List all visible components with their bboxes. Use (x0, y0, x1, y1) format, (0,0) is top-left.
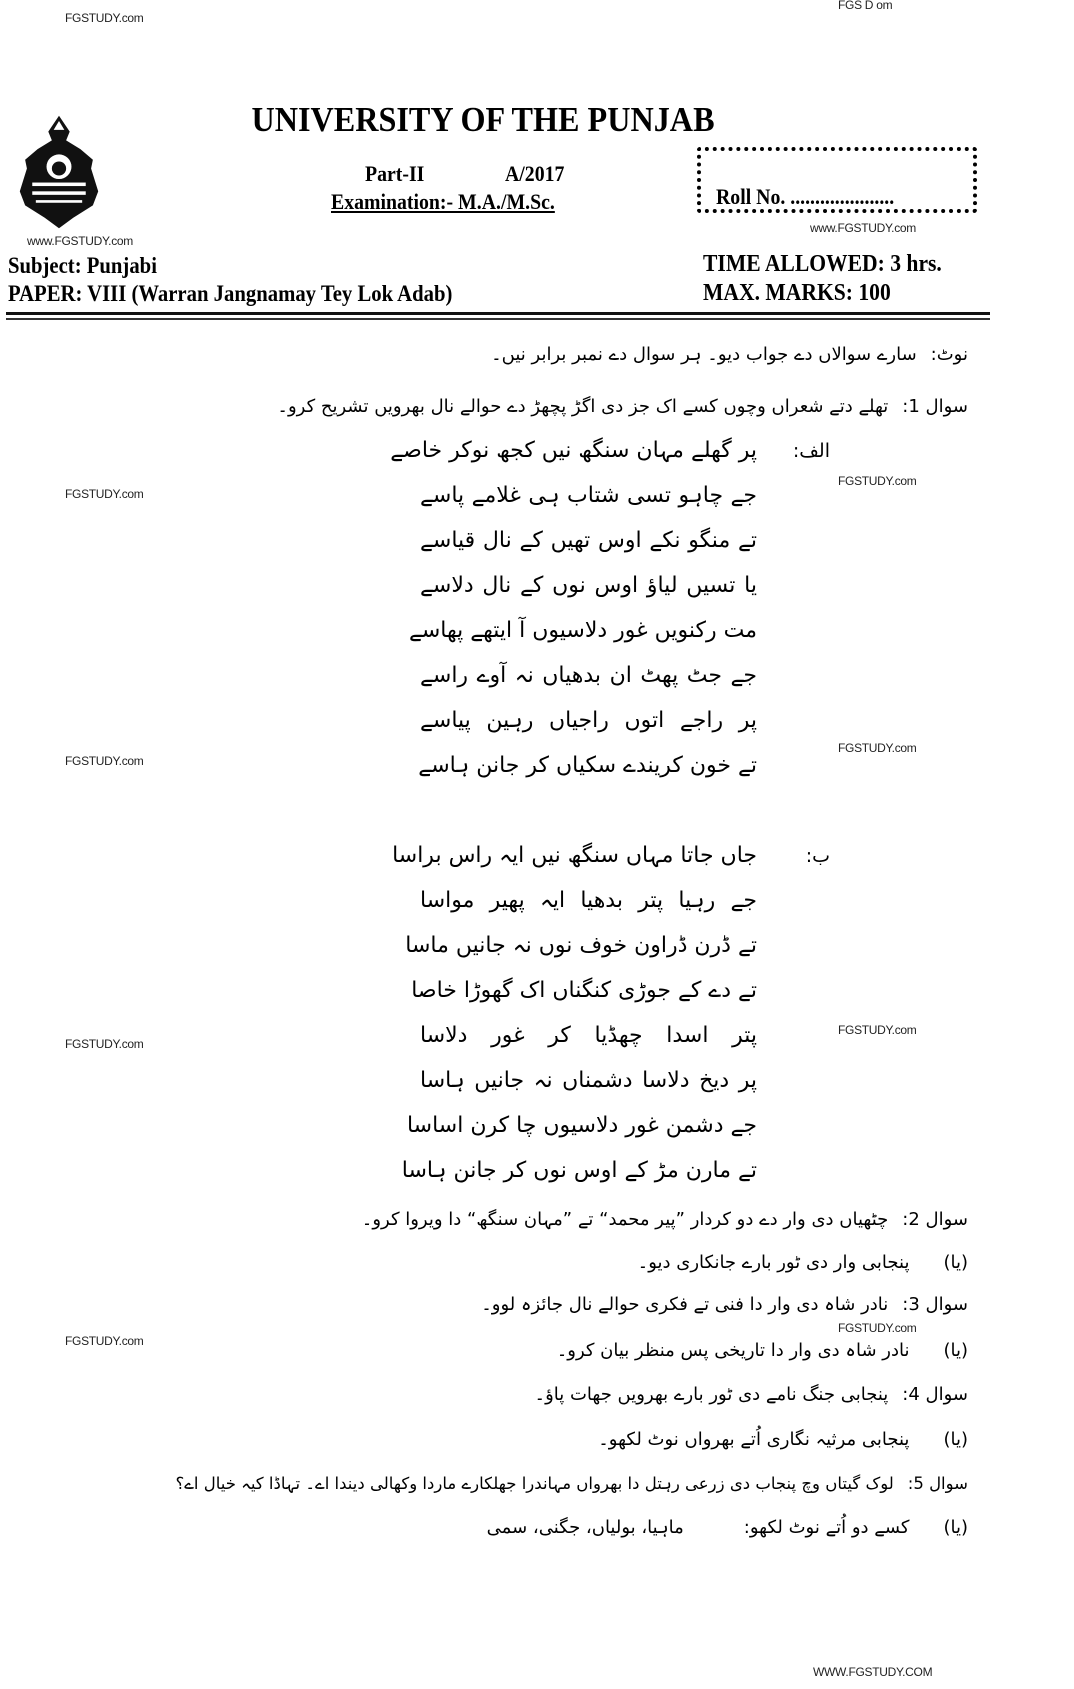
watermark: FGSTUDY.com (838, 1023, 917, 1037)
question-5-alternative (487, 1517, 968, 1538)
question-text: چٹھیاں دی وار دے دو کردار ”پیر محمد“ تے ”مہان سنگھ“ دا ویروا کرو۔ (361, 1209, 889, 1230)
watermark: www.FGSTUDY.com (810, 221, 916, 235)
or-label: (یا) (943, 1517, 968, 1538)
question-text: پنجابی جنگ نامے دی ٹور بارے بھرویں جھات پاؤ۔ (534, 1384, 889, 1405)
question-5 (175, 1474, 968, 1493)
question-text: لوک گیتاں وچ پنجاب دی زرعی رہتل دا بھرواں مہاندرا جھلکارے ماردا وکھالی دیندا اے۔ تہاڈا کیہ خیال اے؟ (175, 1474, 894, 1493)
verse-line: تے خون کریندے سکیاں کر جانن ہاسے (418, 753, 757, 778)
note (491, 344, 968, 365)
question-1 (277, 396, 968, 417)
exam-session: A/2017 (505, 161, 565, 186)
or-label: (یا) (943, 1252, 968, 1273)
question-4-alternative (598, 1429, 968, 1450)
watermark: WWW.FGSTUDY.COM (813, 1665, 933, 1679)
subject: Subject: Punjabi (8, 253, 157, 278)
paper-title: PAPER: VIII (Warran Jangnamay Tey Lok Adab) (8, 281, 453, 306)
or-label: (یا) (943, 1429, 968, 1450)
verse-line: جے جٹ پھٹ ان بدھیاں نہ آوے راسے (420, 663, 757, 688)
watermark: www.FGSTUDY.com (27, 234, 133, 248)
question-label: سوال 5: (907, 1474, 968, 1493)
verse-line: تے دے کے جوڑی کنگناں اک گھوڑا خاصا (411, 978, 757, 1003)
note-text: سارے سوالاں دے جواب دیو۔ ہر سوال دے نمبر برابر نیں۔ (491, 344, 917, 365)
watermark: FGSTUDY.com (65, 1037, 144, 1051)
watermark: FGSTUDY.com (65, 11, 144, 25)
watermark: FGSTUDY.com (65, 487, 144, 501)
max-marks: MAX. MARKS: 100 (703, 280, 891, 306)
verse-line: پتر اسدا چھڈیا کر غور دلاسا (420, 1023, 757, 1048)
watermark: FGSTUDY.com (65, 1334, 144, 1348)
watermark: FGSTUDY.com (838, 474, 917, 488)
question-label: سوال 1: (902, 396, 968, 417)
watermark: FGSTUDY.com (65, 754, 144, 768)
question-3 (481, 1294, 968, 1315)
question-label: سوال 4: (902, 1384, 968, 1405)
examination-name: Examination:- M.A./M.Sc. (331, 189, 555, 214)
question-text: کسے دو اُتے نوٹ لکھو: (743, 1517, 910, 1538)
verse-line: تے ڈرن ڈراون خوف نوں نہ جانیں ماسا (405, 933, 757, 958)
question-label: سوال 2: (902, 1209, 968, 1230)
verse-line: جاں جاتا مہاں سنگھ نیں ایہ راس براسا (392, 843, 757, 868)
verse-line: مت رکنویں غور دلاسیوں آ ایتھے پھاسے (408, 618, 757, 643)
question-text: پنجابی مرثیہ نگاری اُتے بھرواں نوٹ لکھو۔ (598, 1429, 910, 1450)
part-b-label: ب: (805, 845, 830, 867)
watermark: FGS D om (838, 0, 893, 12)
question-text: پنجابی وار دی ٹور بارے جانکاری دیو۔ (637, 1252, 910, 1273)
question-label: سوال 3: (902, 1294, 968, 1315)
verse-line: جے رہیا پتر بدھیا ایہ پھیر مواسا (420, 888, 757, 913)
or-label: (یا) (943, 1340, 968, 1361)
question-3-alternative (557, 1340, 968, 1361)
verse-line: تے مارن مڑ کے اوس نوں کر جانن ہاسا (401, 1158, 757, 1183)
verse-line: تے منگو نکے اوس تھیں کے نال قیاسے (420, 528, 757, 553)
question-text: نادر شاہ دی وار دا فنی تے فکری حوالے نال جائزہ لوو۔ (481, 1294, 889, 1315)
question-text: تھلے دتے شعراں وچوں کسے اک جز دی اگڑ پچھڑ دے حوالے نال بھرویں تشریح کرو۔ (277, 396, 889, 417)
verse-line: جے چاہو تسی شتاب ہی غلامے پاسے (420, 483, 757, 508)
watermark: FGSTUDY.com (838, 741, 917, 755)
part-a-label: الف: (792, 440, 830, 462)
verse-line: جے دشمن غور دلاسیوں چا کرن اساسا (406, 1113, 757, 1138)
question-2 (362, 1209, 968, 1230)
header-divider (6, 312, 990, 315)
roll-number-field[interactable]: Roll No. ..................... (716, 184, 895, 209)
question-4 (535, 1384, 968, 1405)
verse-line: یا تسیں لیاؤ اوس نوں کے نال دلاسے (420, 573, 757, 598)
university-title: UNIVERSITY OF THE PUNJAB (251, 100, 715, 139)
time-allowed: TIME ALLOWED: 3 hrs. (703, 251, 942, 277)
note-label: نوٹ: (930, 344, 968, 365)
question-text: نادر شاہ دی وار دا تاریخی پس منظر بیان کرو۔ (556, 1340, 910, 1361)
verse-line: پر راجے اتوں راجیاں رہین پیاسے (420, 708, 757, 733)
exam-part: Part-II (365, 161, 425, 186)
header-divider (6, 318, 990, 320)
watermark: FGSTUDY.com (838, 1321, 917, 1335)
options-list: ماہیا، بولیاں، جگنی، سمی (486, 1517, 684, 1538)
verse-line: پر گھلے مہان سنگھ نیں کجھ نوکر خاصے (390, 438, 757, 463)
verse-line: پر دیخ دلاسا دشمناں نہ جانیں ہاسا (420, 1068, 757, 1093)
question-2-alternative (638, 1252, 968, 1273)
